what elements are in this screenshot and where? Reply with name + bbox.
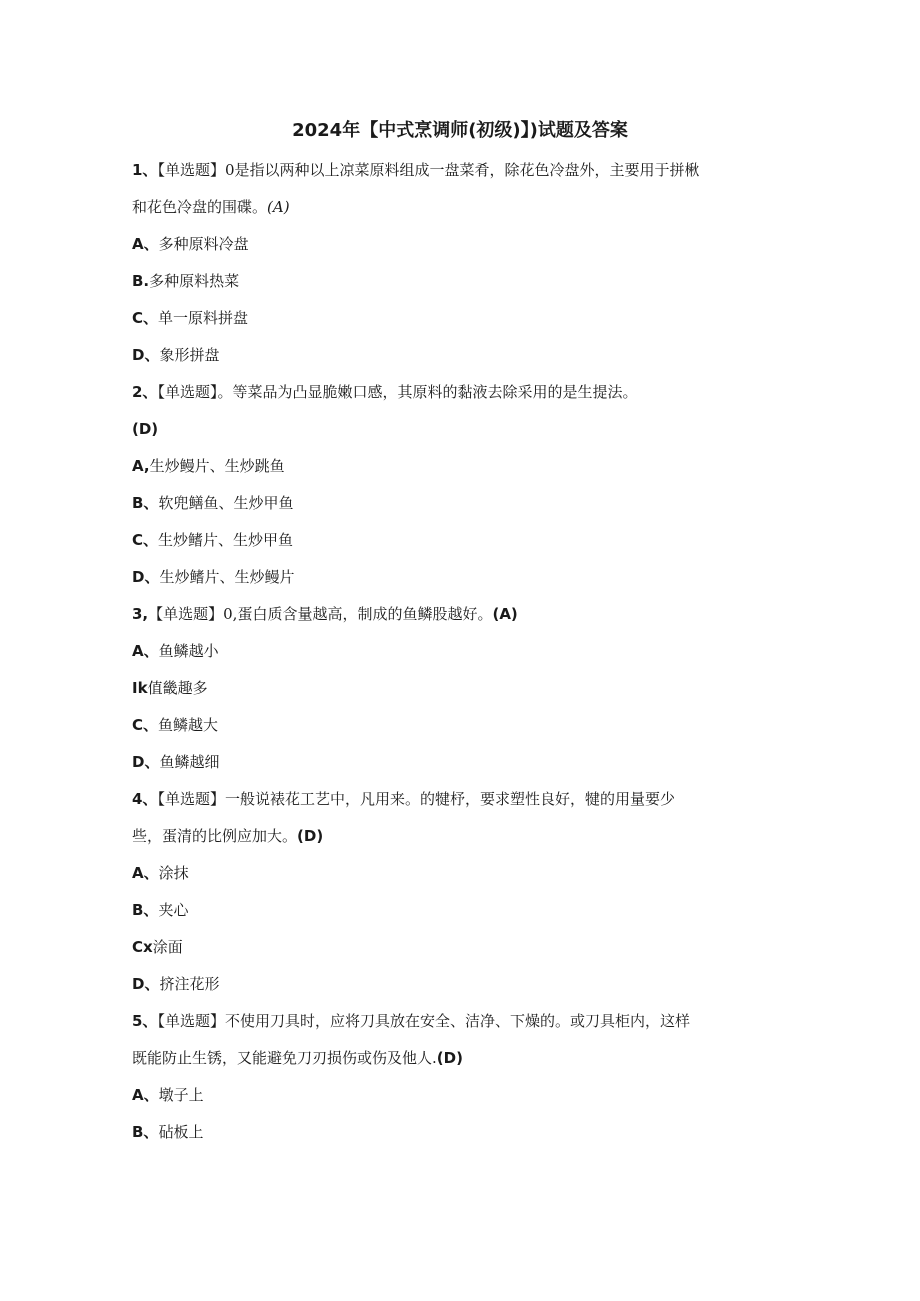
q4-number: 4、: [132, 790, 158, 808]
q4-option-c-label: Cx: [132, 938, 153, 956]
q2-option-d: [132, 565, 792, 589]
q2-number: 2、: [132, 383, 158, 401]
q4-stem-text: 【单选题】一般说裱花工艺中，凡用来。的犍杼，要求塑性良好，犍的用量要少: [157, 790, 675, 808]
q3-stem-line1: [132, 602, 792, 626]
q2-option-a-label: A,: [132, 457, 150, 475]
q1-stem-text: 【单选题】0是指以两种以上凉菜原料组成一盘菜肴，除花色冷盘外，主要用于拼楸: [157, 161, 700, 179]
q5-answer: (D): [436, 1049, 463, 1067]
q5-option-b-label: B、: [132, 1123, 159, 1141]
q3-option-c-text: 鱼鳞越大: [158, 716, 219, 734]
q1-option-b-label: B.: [132, 272, 150, 290]
q2-option-b-label: B、: [132, 494, 159, 512]
q5-stem-line2: [132, 1046, 792, 1070]
q4-option-b-text: 夹心: [158, 901, 189, 919]
q1-option-a: [132, 232, 792, 256]
q1-number: 1、: [132, 161, 158, 179]
document-title: 2024年【中式烹调师(初级)】)试题及答案: [292, 120, 628, 141]
q4-option-c: [132, 935, 792, 959]
q2-option-c-label: C、: [132, 531, 159, 549]
q3-option-b-label: Ik: [132, 679, 148, 697]
q4-option-d: [132, 972, 792, 996]
q3-option-c-label: C、: [132, 716, 159, 734]
q4-option-d-label: D、: [132, 975, 160, 993]
q1-option-b-text: 多种原料热菜: [149, 272, 240, 290]
q4-stem-line1: [132, 787, 792, 811]
q4-option-c-text: 涂面: [152, 938, 183, 956]
q5-option-b-text: 砧板上: [158, 1123, 204, 1141]
q1-option-a-label: A、: [132, 235, 159, 253]
q4-option-a: [132, 861, 792, 885]
q3-stem-text: 【单选题】0,蛋白质含量越高，制成的鱼鳞股越好。: [148, 605, 493, 623]
q1-option-c-label: C、: [132, 309, 159, 327]
q1-option-b: [132, 269, 792, 293]
q5-stem-text: 【单选题】不使用刀具时，应将刀具放在安全、洁净、下燥的。或刀具柜内，这样: [157, 1012, 690, 1030]
q1-option-d-label: D、: [132, 346, 160, 364]
q3-answer: (A): [492, 605, 518, 623]
q2-option-d-text: 生炒鳍片、生炒鳗片: [159, 568, 295, 586]
q3-option-b-text: 值畿趣多: [147, 679, 208, 697]
q2-option-b: [132, 491, 792, 515]
q2-option-c-text: 生炒鳍片、生炒甲鱼: [158, 531, 294, 549]
q3-option-c: [132, 713, 792, 737]
q3-number: 3,: [132, 605, 149, 623]
q2-option-b-text: 软兜鳝鱼、生炒甲鱼: [158, 494, 294, 512]
q3-option-d-text: 鱼鳞越细: [159, 753, 220, 771]
q2-answer: (D): [132, 420, 159, 438]
q4-option-b-label: B、: [132, 901, 159, 919]
q2-stem-line1: [132, 380, 792, 404]
q4-option-d-text: 挤注花形: [159, 975, 220, 993]
q4-option-a-text: 涂抹: [158, 864, 189, 882]
q5-option-a-text: 墩子上: [158, 1086, 204, 1104]
q5-option-a: [132, 1083, 792, 1107]
q3-option-d: [132, 750, 792, 774]
q4-answer: (D): [297, 827, 324, 845]
q2-answer-line: [132, 417, 792, 441]
q2-stem-text: 【单选题】。等菜品为凸显脆嫩口感，其原料的黏液去除采用的是生提法。: [157, 383, 638, 401]
q3-option-a: [132, 639, 792, 663]
q1-stem-line2: [132, 195, 792, 219]
q4-option-b: [132, 898, 792, 922]
q1-option-c-text: 单一原料拼盘: [158, 309, 249, 327]
q2-option-a: [132, 454, 792, 478]
q5-stem-line1: [132, 1009, 792, 1033]
q4-line2-text: 些，蛋清的比例应加大。: [132, 827, 298, 845]
q3-option-b: [132, 676, 792, 700]
q1-option-d: [132, 343, 792, 367]
q1-stem-line1: [132, 158, 792, 182]
q5-option-b: [132, 1120, 792, 1144]
q1-answer: (A): [267, 198, 290, 216]
q4-stem-line2: [132, 824, 792, 848]
q2-option-c: [132, 528, 792, 552]
q5-line2-text: 既能防止生锈，又能避免刀刃损伤或伤及他人.: [132, 1049, 437, 1067]
q1-option-a-text: 多种原料冷盘: [158, 235, 249, 253]
q4-option-a-label: A、: [132, 864, 159, 882]
q3-option-d-label: D、: [132, 753, 160, 771]
q2-option-d-label: D、: [132, 568, 160, 586]
q5-number: 5、: [132, 1012, 158, 1030]
q3-option-a-label: A、: [132, 642, 159, 660]
q1-option-d-text: 象形拼盘: [159, 346, 220, 364]
q1-line2-text: 和花色冷盘的围碟。: [132, 198, 268, 216]
q2-option-a-text: 生炒鳗片、生炒跳鱼: [149, 457, 285, 475]
q5-option-a-label: A、: [132, 1086, 159, 1104]
q3-option-a-text: 鱼鳞越小: [158, 642, 219, 660]
q1-option-c: [132, 306, 792, 330]
